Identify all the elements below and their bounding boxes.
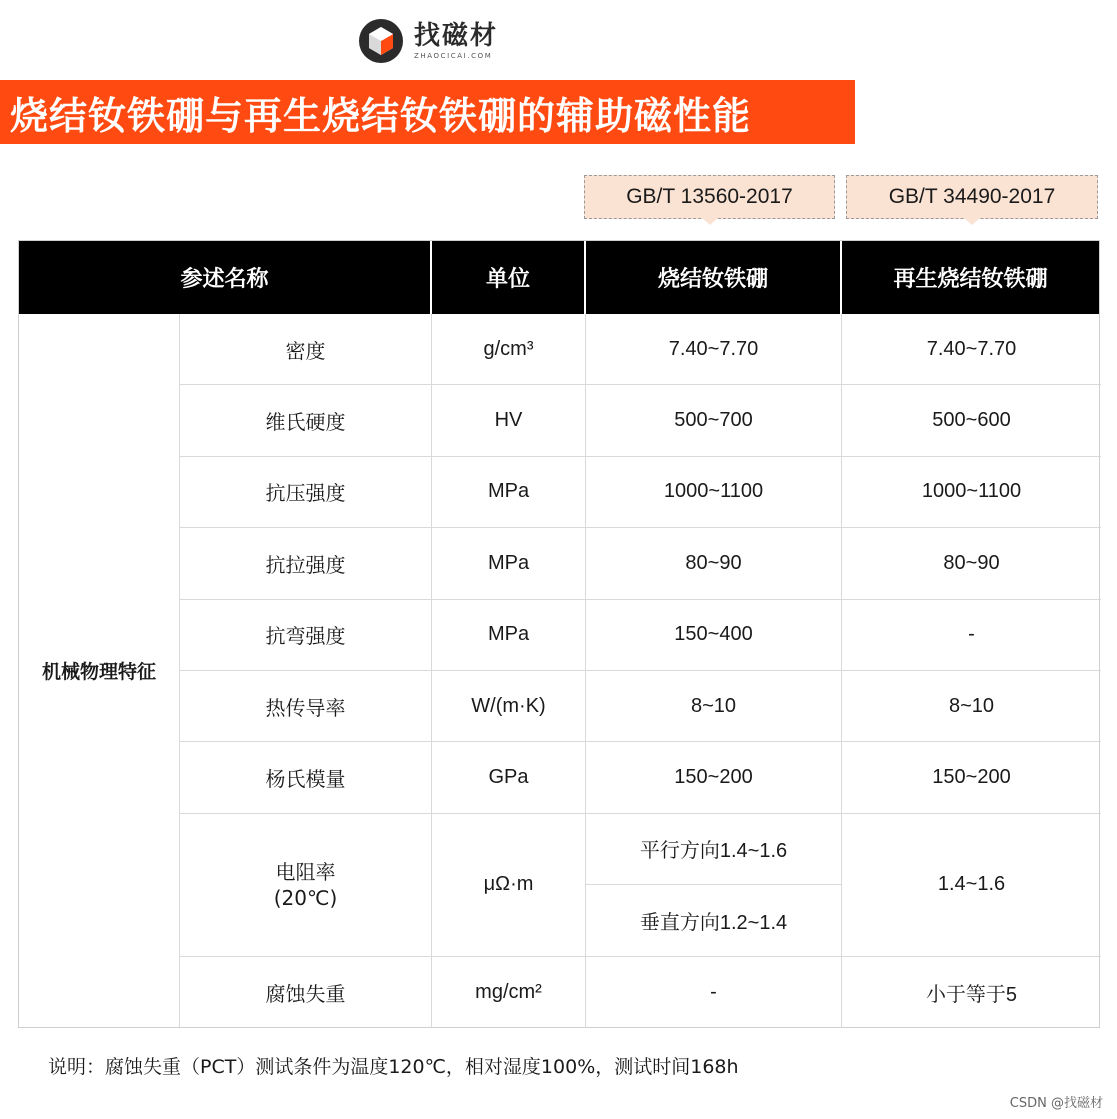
recycled-value: 80~90 bbox=[943, 551, 1000, 574]
recycled-value: 1000~1100 bbox=[921, 480, 1022, 503]
recycled-value: - bbox=[968, 623, 975, 646]
recycled-value: 1.4~1.6 bbox=[937, 873, 1006, 896]
footnote: 说明：腐蚀失重（PCT）测试条件为温度120℃，相对湿度100%，测试时间168h bbox=[48, 1056, 739, 1078]
sintered-value-perpendicular: 垂直方向1.2~1.4 bbox=[586, 884, 841, 955]
sintered-value-split bbox=[586, 814, 842, 956]
sintered-value: 150~400 bbox=[586, 600, 842, 670]
param-unit: MPa bbox=[432, 600, 586, 670]
param-name bbox=[180, 814, 432, 956]
sintered-value: 1000~1100 bbox=[586, 457, 842, 527]
recycled-value: 小于等于5 bbox=[925, 983, 1018, 1006]
page-title: 烧结钕铁硼与再生烧结钕铁硼的辅助磁性能 bbox=[10, 93, 752, 138]
logo-title: 找磁材 bbox=[414, 21, 499, 51]
standard-tag-recycled bbox=[846, 175, 1098, 219]
param-unit: g/cm³ bbox=[432, 314, 586, 384]
group-label: 机械物理特征 bbox=[19, 314, 180, 1027]
param-name: 抗弯强度 bbox=[180, 600, 432, 670]
param-name-line1: 电阻率 bbox=[275, 859, 336, 884]
table-row bbox=[180, 314, 1101, 385]
sintered-value: - bbox=[586, 957, 842, 1028]
table-row bbox=[180, 457, 1101, 528]
logo-subtitle: ZHAOCICAI.COM bbox=[414, 52, 493, 60]
table-row bbox=[180, 385, 1101, 456]
brand-logo bbox=[358, 18, 498, 64]
title-banner bbox=[0, 80, 855, 144]
param-unit: HV bbox=[432, 385, 586, 455]
param-name-line2: (20℃) bbox=[273, 885, 338, 910]
param-unit: MPa bbox=[432, 457, 586, 527]
param-name: 杨氏模量 bbox=[180, 742, 432, 812]
table-body bbox=[19, 314, 1099, 1027]
header-unit: 单位 bbox=[432, 241, 586, 314]
sintered-value-parallel: 平行方向1.4~1.6 bbox=[639, 840, 788, 863]
table-row bbox=[180, 600, 1101, 671]
sintered-value: 8~10 bbox=[586, 671, 842, 741]
param-name: 密度 bbox=[180, 314, 432, 384]
source-credit: CSDN @找磁材 bbox=[1009, 1096, 1103, 1111]
table-row bbox=[180, 957, 1101, 1028]
table-header bbox=[19, 241, 1099, 314]
param-name: 抗压强度 bbox=[180, 457, 432, 527]
header-recycled: 再生烧结钕铁硼 bbox=[893, 267, 1048, 292]
header-param-name: 参述名称 bbox=[19, 241, 432, 314]
table-row bbox=[180, 814, 1101, 957]
recycled-value: 7.40~7.70 bbox=[926, 337, 1017, 360]
standard-tag-sintered bbox=[584, 175, 835, 219]
param-unit: MPa bbox=[432, 528, 586, 598]
sintered-value: 150~200 bbox=[586, 742, 842, 812]
cube-logo-icon bbox=[358, 18, 404, 64]
param-name: 抗拉强度 bbox=[180, 528, 432, 598]
recycled-value: 150~200 bbox=[932, 766, 1011, 789]
param-name: 腐蚀失重 bbox=[180, 957, 432, 1028]
table-row bbox=[180, 528, 1101, 599]
sintered-value: 7.40~7.70 bbox=[586, 314, 842, 384]
param-unit: W/(m·K) bbox=[432, 671, 586, 741]
param-unit: GPa bbox=[432, 742, 586, 812]
header-sintered: 烧结钕铁硼 bbox=[586, 241, 842, 314]
standard-label: GB/T 34490-2017 bbox=[888, 185, 1056, 208]
recycled-value: 500~600 bbox=[932, 409, 1011, 432]
table-row bbox=[180, 742, 1101, 813]
param-name: 维氏硬度 bbox=[180, 385, 432, 455]
param-unit: mg/cm² bbox=[432, 957, 586, 1028]
table-row bbox=[180, 671, 1101, 742]
sintered-value: 80~90 bbox=[586, 528, 842, 598]
sintered-value: 500~700 bbox=[586, 385, 842, 455]
properties-table bbox=[18, 240, 1100, 1028]
param-unit: μΩ·m bbox=[432, 814, 586, 956]
standard-label: GB/T 13560-2017 bbox=[626, 185, 793, 208]
param-name: 热传导率 bbox=[180, 671, 432, 741]
recycled-value: 8~10 bbox=[948, 694, 995, 717]
